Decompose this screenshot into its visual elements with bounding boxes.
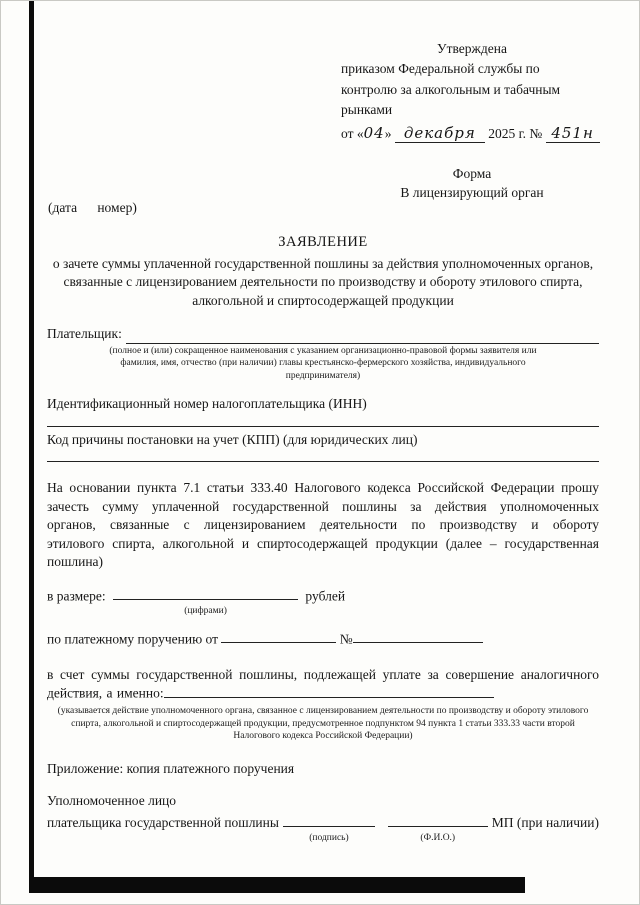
payment-number-blank bbox=[353, 630, 483, 644]
document-content bbox=[1, 233, 639, 843]
offset-caption: (указывается действие уполномоченного органа, связанное с лицензированием деятельности по производству и обороту этилового спирта, алкогольной и спиртосодержащей продукции, предусмотренное подпунктом 94 пункта 1 статьи 333.33 части второй Налогового кодекса Российской Федерации) bbox=[57, 706, 589, 742]
document-title: ЗАЯВЛЕНИЕ bbox=[278, 234, 368, 250]
approval-order-line-2: контролю за алкогольным и табачным bbox=[341, 81, 561, 97]
approval-block bbox=[341, 39, 603, 145]
payer-row bbox=[47, 325, 599, 343]
offset-paragraph bbox=[47, 666, 599, 703]
signature-sign-caption: (подпись) bbox=[309, 832, 349, 843]
date-month-blank bbox=[395, 125, 485, 143]
signature-row bbox=[47, 814, 599, 843]
signature-name-caption: (Ф.И.О.) bbox=[420, 832, 456, 843]
amount-suffix: рублей bbox=[305, 588, 346, 604]
inn-field bbox=[47, 395, 599, 426]
kpp-field bbox=[47, 431, 599, 462]
date-month-handwritten: декабря bbox=[403, 124, 476, 142]
kpp-blank bbox=[47, 449, 599, 462]
date-year: 2025 г. № bbox=[488, 126, 543, 141]
payment-date-blank bbox=[221, 630, 336, 644]
date-number-note: (дата номер) bbox=[48, 200, 137, 215]
signature-sign-blank bbox=[283, 814, 375, 828]
amount-row bbox=[47, 587, 599, 616]
header-area bbox=[1, 1, 639, 219]
scan-artifact-bottom-bar bbox=[29, 877, 525, 893]
amount-label: в размере: bbox=[47, 588, 106, 604]
signature-name-blank bbox=[388, 814, 488, 828]
form-label: Форма bbox=[452, 166, 492, 181]
body-paragraph: На основании пункта 7.1 статьи 333.40 Налогового кодекса Российской Федерации прошу зачесть сумму уплаченной государственной пошлины за действия уполномоченных органов, связанные с лицензированием деятельности по производству и обороту этилового спирта, алкогольной и спиртосодержащей продукции (далее – государственная пошлина) bbox=[47, 480, 599, 570]
payment-order-row bbox=[47, 630, 599, 649]
date-number-blank bbox=[546, 125, 600, 143]
attachment-line: Приложение: копия платежного поручения bbox=[47, 760, 295, 776]
date-prefix: от « bbox=[341, 126, 364, 141]
signature-payer-label: плательщика государственной пошлины bbox=[47, 815, 279, 831]
offset-blank bbox=[164, 684, 494, 698]
amount-blank-wrap bbox=[113, 587, 298, 616]
stamp-note: МП (при наличии) bbox=[491, 815, 599, 831]
payer-blank bbox=[126, 329, 599, 344]
inn-label: Идентификационный номер налогоплательщика (ИНН) bbox=[47, 396, 367, 412]
approval-approved-label: Утверждена bbox=[437, 41, 507, 56]
recipient-label: В лицензирующий орган bbox=[400, 185, 544, 200]
inn-blank bbox=[47, 414, 599, 427]
signature-sign-wrap bbox=[283, 814, 375, 843]
signature-name-wrap bbox=[388, 814, 488, 843]
payment-number-sign: № bbox=[339, 631, 353, 647]
document-subtitle: о зачете суммы уплаченной государственной пошлины за действия уполномоченных органов, связанные с лицензированием деятельности по производству и обороту этилового спирта, алкогольной и спиртосодержащей продукции bbox=[52, 255, 594, 308]
offset-text: в счет суммы государственной пошлины, подлежащей уплате за совершение аналогичного действия, а именно: bbox=[47, 666, 599, 701]
payer-label: Плательщик: bbox=[47, 326, 122, 342]
signature-role-line: Уполномоченное лицо bbox=[47, 793, 177, 809]
payment-order-label: по платежному поручению от bbox=[47, 631, 219, 647]
amount-caption: (цифрами) bbox=[184, 605, 227, 616]
approval-order-line-1: приказом Федеральной службы по bbox=[341, 61, 540, 77]
approval-date-line bbox=[341, 122, 603, 145]
date-number-handwritten: 451н bbox=[551, 124, 594, 142]
date-day-handwritten: 04 bbox=[363, 124, 385, 142]
approval-order-line-3: рынками bbox=[341, 101, 393, 117]
payer-caption: (полное и (или) сокращенное наименования с указанием организационно-правовой формы заявителя или фамилия, имя, отчество (при наличии) главы крестьянско-фермерского хозяйства, индивидуального предпринимателя) bbox=[109, 345, 537, 381]
kpp-label: Код причины постановки на учет (КПП) (для юридических лиц) bbox=[47, 431, 418, 447]
amount-blank bbox=[113, 587, 298, 601]
date-close-quote: » bbox=[384, 126, 392, 141]
